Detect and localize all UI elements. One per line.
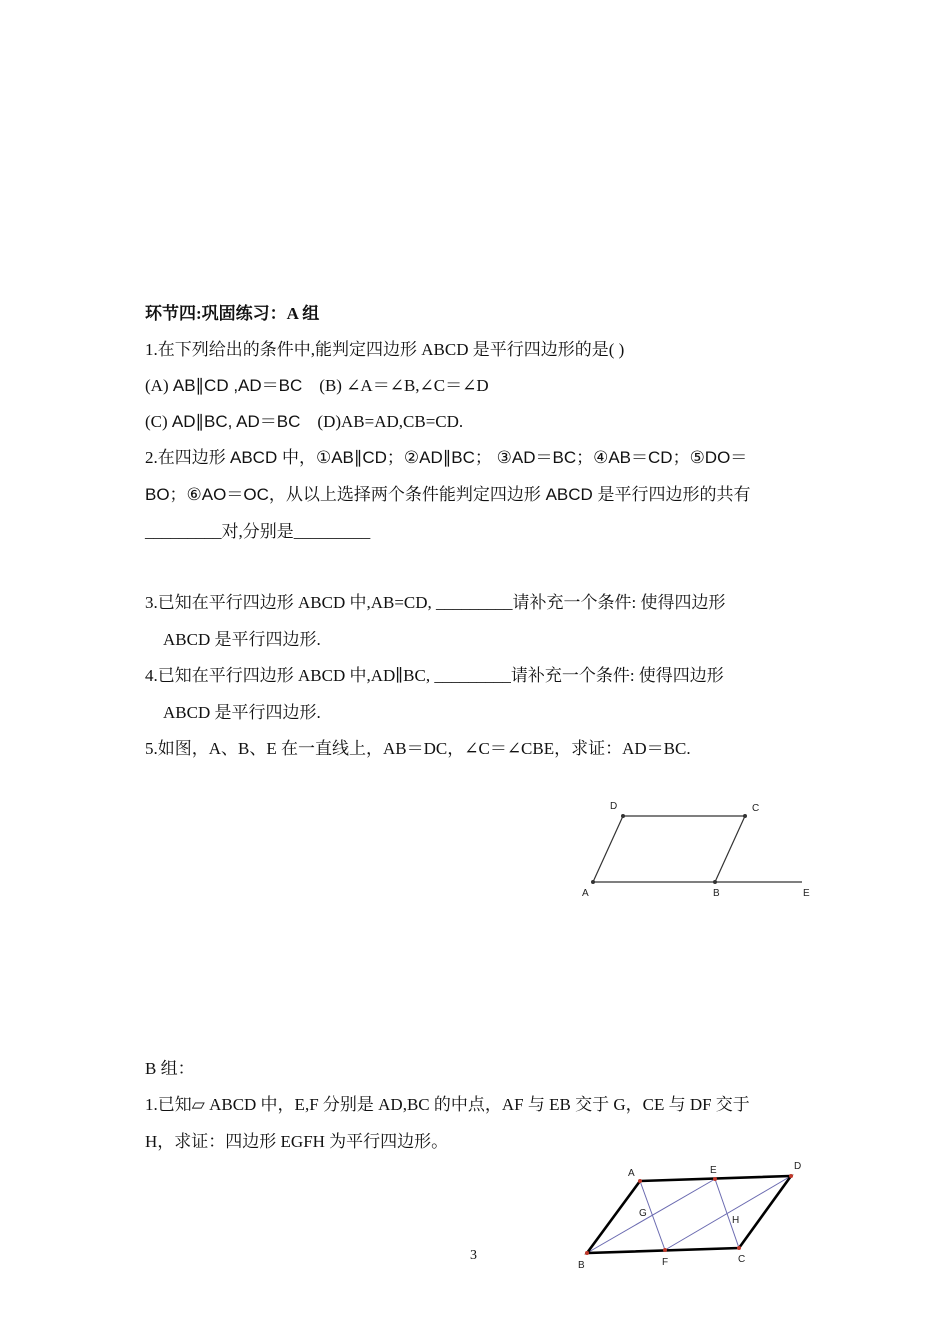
segment-ad	[593, 816, 623, 882]
point-b	[585, 1251, 589, 1255]
parallelogram-abcd	[587, 1176, 791, 1253]
option-b: (B) ∠A＝∠B,∠C＝∠D	[302, 376, 489, 395]
label-c: C	[738, 1254, 746, 1265]
question-1-options-ab	[145, 375, 489, 397]
section-a-title: 环节四:巩固练习：A 组	[145, 304, 320, 323]
question-3-line-1: 3.已知在平行四边形 ABCD 中,AB=CD, _________请补充一个条件: 使得四边形	[145, 593, 726, 612]
point-e	[713, 1177, 717, 1181]
label-e: E	[710, 1165, 717, 1176]
question-2-line-1	[145, 447, 747, 469]
option-c-text: AD∥BC, AD＝BC	[171, 412, 301, 431]
point-d	[621, 814, 625, 818]
question-2-label: 2.在四边形	[145, 448, 230, 467]
option-a-text: AB∥CD ,AD＝BC	[172, 376, 303, 395]
section-b-question-1-line-2: H，求证：四边形 EGFH 为平行四边形。	[145, 1132, 449, 1151]
segment-eb	[587, 1179, 715, 1253]
label-f: F	[662, 1257, 669, 1268]
label-c: C	[752, 803, 760, 814]
figure-parallelogram-abce	[570, 795, 820, 905]
point-b	[713, 880, 717, 884]
question-5-text: 5.如图，A、B、E 在一直线上，AB＝DC，∠C＝∠CBE，求证：AD＝BC.	[145, 739, 691, 758]
question-1-options-cd	[145, 411, 463, 433]
label-h: H	[732, 1215, 740, 1226]
question-2-conditions: ABCD 中，①AB∥CD；②AD∥BC； ③AD＝BC；④AB＝CD；⑤DO＝	[230, 448, 748, 467]
label-d: D	[794, 1161, 802, 1172]
question-1-stem: 1.在下列给出的条件中,能判定四边形 ABCD 是平行四边形的是( )	[145, 340, 625, 359]
point-a	[591, 880, 595, 884]
point-f	[663, 1248, 667, 1252]
question-4-line-2: ABCD 是平行四边形.	[163, 703, 321, 722]
question-2-line-3: _________对,分别是_________	[145, 522, 371, 541]
section-b-question-1-line-1: 1.已知▱ ABCD 中，E,F 分别是 AD,BC 的中点，AF 与 EB 交于 G，CE 与 DF 交于	[145, 1095, 750, 1114]
label-d: D	[610, 801, 618, 812]
page-number: 3	[470, 1248, 477, 1263]
label-g: G	[639, 1208, 647, 1219]
option-c-label: (C)	[145, 412, 172, 431]
segment-cb	[715, 816, 745, 882]
section-b-title: B 组：	[145, 1059, 195, 1078]
label-a: A	[628, 1168, 635, 1179]
figure-parallelogram-egfh	[570, 1155, 820, 1280]
label-b: B	[578, 1260, 585, 1271]
question-3-line-2: ABCD 是平行四边形.	[163, 630, 321, 649]
question-2-line-2: BO；⑥AO＝OC，从以上选择两个条件能判定四边形 ABCD 是平行四边形的共有	[145, 485, 751, 504]
option-a-label: (A)	[145, 376, 173, 395]
label-b: B	[713, 888, 720, 899]
label-e: E	[803, 888, 810, 899]
segment-df	[665, 1176, 791, 1250]
question-4-line-1: 4.已知在平行四边形 ABCD 中,AD∥BC, _________请补充一个条件: 使得四边形	[145, 666, 724, 685]
point-a	[638, 1179, 642, 1183]
point-d	[789, 1174, 793, 1178]
option-d: (D)AB=AD,CB=CD.	[300, 412, 464, 431]
label-a: A	[582, 888, 589, 899]
point-c	[737, 1246, 741, 1250]
point-c	[743, 814, 747, 818]
